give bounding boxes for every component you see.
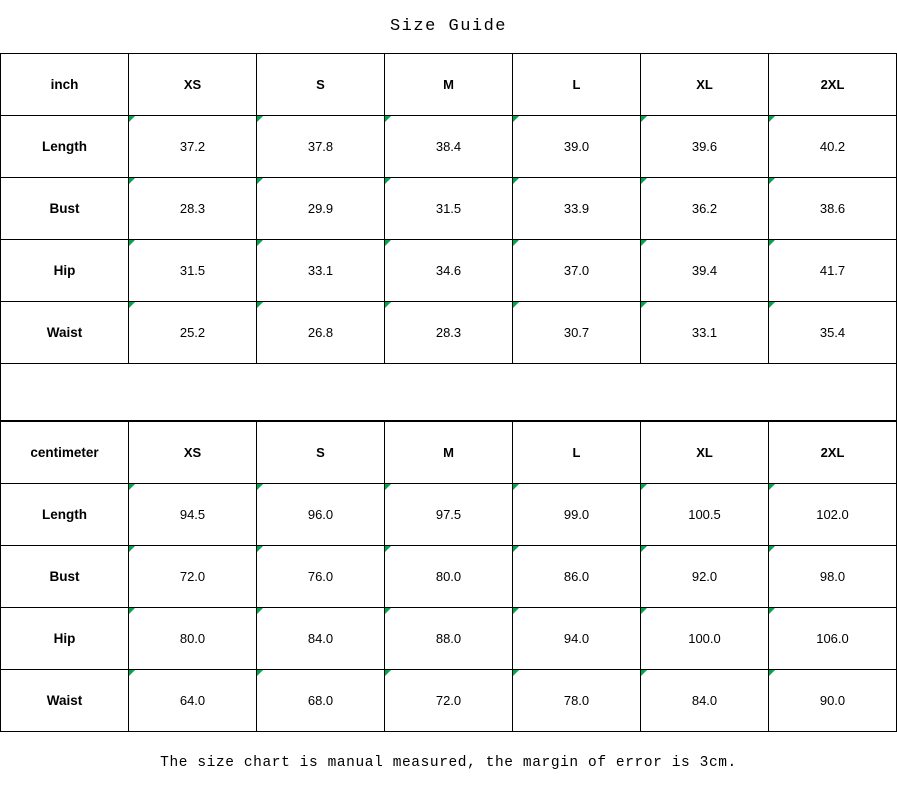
cell-bust-s-cm: 76.0 (257, 545, 385, 607)
cell-waist-xl-cm: 84.0 (641, 669, 769, 731)
cell-length-xl: 39.6 (641, 116, 769, 178)
column-header-2xl: 2XL (769, 54, 897, 116)
cell-hip-xs-cm: 80.0 (129, 607, 257, 669)
cell-waist-s-cm: 68.0 (257, 669, 385, 731)
table-row (1, 116, 897, 178)
cell-hip-l-cm: 94.0 (513, 607, 641, 669)
cell-length-xl-cm: 100.5 (641, 483, 769, 545)
column-header-xs: XS (129, 54, 257, 116)
cell-length-m-cm: 97.5 (385, 483, 513, 545)
column-header-l-cm: L (513, 421, 641, 483)
cell-length-l-cm: 99.0 (513, 483, 641, 545)
page-title: Size Guide (389, 17, 508, 37)
measurement-note: The size chart is manual measured, the margin of error is 3cm. (160, 754, 737, 771)
cell-waist-m-cm: 72.0 (385, 669, 513, 731)
table-header-row (1, 421, 897, 483)
unit-label-centimeter: centimeter (1, 421, 129, 483)
cell-waist-xs-cm: 64.0 (129, 669, 257, 731)
cell-hip-s: 33.1 (257, 240, 385, 302)
cell-waist-xl: 33.1 (641, 302, 769, 364)
cell-waist-l: 30.7 (513, 302, 641, 364)
column-header-l: L (513, 54, 641, 116)
cell-waist-2xl: 35.4 (769, 302, 897, 364)
cell-bust-s: 29.9 (257, 178, 385, 240)
table-row (1, 483, 897, 545)
table-row (1, 669, 897, 731)
cell-hip-xl-cm: 100.0 (641, 607, 769, 669)
column-header-xs-cm: XS (129, 421, 257, 483)
row-header-bust: Bust (1, 178, 129, 240)
cell-hip-xl: 39.4 (641, 240, 769, 302)
cell-length-2xl-cm: 102.0 (769, 483, 897, 545)
cell-length-m: 38.4 (385, 116, 513, 178)
cell-bust-xs: 28.3 (129, 178, 257, 240)
cell-bust-l-cm: 86.0 (513, 545, 641, 607)
column-header-m-cm: M (385, 421, 513, 483)
column-header-s-cm: S (257, 421, 385, 483)
cell-waist-m: 28.3 (385, 302, 513, 364)
cell-length-xs: 37.2 (129, 116, 257, 178)
table-row (1, 607, 897, 669)
cell-hip-xs: 31.5 (129, 240, 257, 302)
table-row (1, 302, 897, 364)
cell-waist-xs: 25.2 (129, 302, 257, 364)
column-header-2xl-cm: 2XL (769, 421, 897, 483)
row-header-waist-cm: Waist (1, 669, 129, 731)
cell-length-s-cm: 96.0 (257, 483, 385, 545)
table-header-row (1, 54, 897, 116)
row-header-hip-cm: Hip (1, 607, 129, 669)
row-header-waist: Waist (1, 302, 129, 364)
cell-bust-xl-cm: 92.0 (641, 545, 769, 607)
cell-hip-m-cm: 88.0 (385, 607, 513, 669)
cell-waist-s: 26.8 (257, 302, 385, 364)
column-header-xl: XL (641, 54, 769, 116)
size-table-centimeter (0, 421, 897, 732)
cell-bust-l: 33.9 (513, 178, 641, 240)
cell-waist-l-cm: 78.0 (513, 669, 641, 731)
cell-hip-l: 37.0 (513, 240, 641, 302)
size-table-inch (0, 53, 897, 364)
column-header-s: S (257, 54, 385, 116)
cell-length-s: 37.8 (257, 116, 385, 178)
cell-hip-2xl: 41.7 (769, 240, 897, 302)
table-row (1, 178, 897, 240)
cell-hip-s-cm: 84.0 (257, 607, 385, 669)
cell-bust-xl: 36.2 (641, 178, 769, 240)
cell-bust-2xl: 38.6 (769, 178, 897, 240)
cell-length-xs-cm: 94.5 (129, 483, 257, 545)
table-row (1, 545, 897, 607)
column-header-xl-cm: XL (641, 421, 769, 483)
table-row (1, 240, 897, 302)
cell-waist-2xl-cm: 90.0 (769, 669, 897, 731)
cell-length-l: 39.0 (513, 116, 641, 178)
row-header-length-cm: Length (1, 483, 129, 545)
cell-length-2xl: 40.2 (769, 116, 897, 178)
cell-hip-2xl-cm: 106.0 (769, 607, 897, 669)
column-header-m: M (385, 54, 513, 116)
cell-bust-2xl-cm: 98.0 (769, 545, 897, 607)
cell-bust-xs-cm: 72.0 (129, 545, 257, 607)
cell-bust-m: 31.5 (385, 178, 513, 240)
cell-bust-m-cm: 80.0 (385, 545, 513, 607)
unit-label-inch: inch (1, 54, 129, 116)
table-separator (0, 364, 897, 420)
row-header-length: Length (1, 116, 129, 178)
row-header-hip: Hip (1, 240, 129, 302)
cell-hip-m: 34.6 (385, 240, 513, 302)
row-header-bust-cm: Bust (1, 545, 129, 607)
